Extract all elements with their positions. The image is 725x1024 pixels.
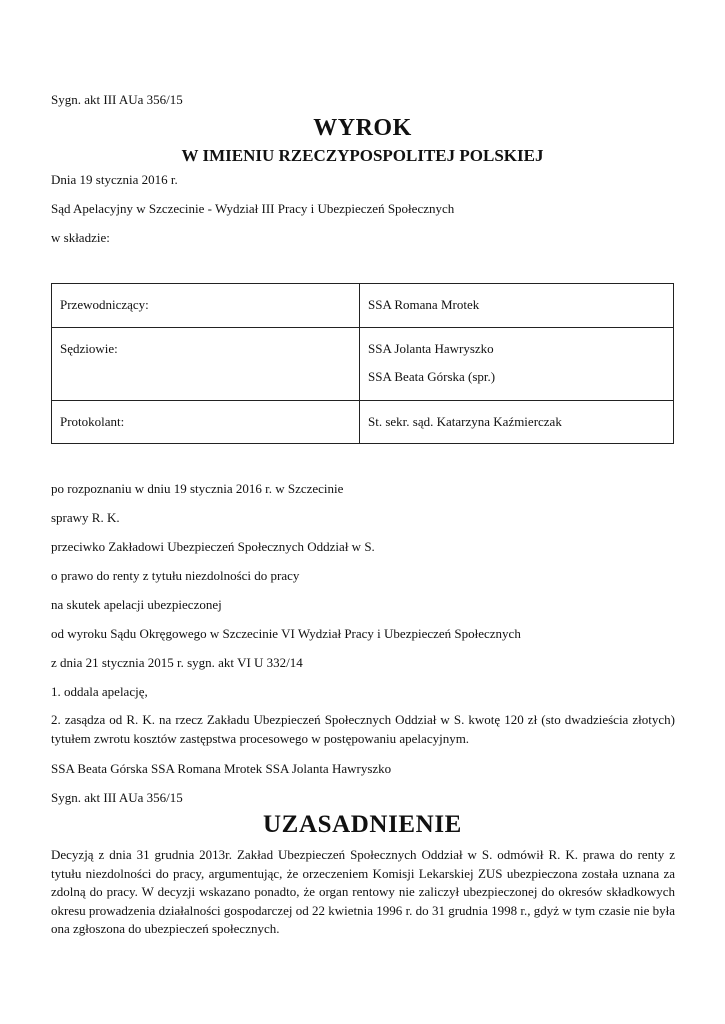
member-clerk: St. sekr. sąd. Katarzyna Kaźmierczak bbox=[360, 401, 674, 444]
proceedings-line: po rozpoznaniu w dniu 19 stycznia 2016 r. w Szczecinie bbox=[51, 481, 344, 496]
case-reference-bottom: Sygn. akt III AUa 356/15 bbox=[51, 790, 183, 805]
judge-name: SSA Beata Górska (spr.) bbox=[368, 369, 496, 384]
ruling-item: 2. zasądza od R. K. na rzecz Zakładu Ubezpieczeń Społecznych Oddział w S. kwotę 120 zł (sto dwadzieścia złotych) tytułem zwrotu kosztów zastępstwa procesowego w postępowaniu apelacyjnym. bbox=[51, 712, 675, 746]
members-judges bbox=[360, 328, 674, 401]
judgment-title: WYROK bbox=[313, 115, 412, 141]
ruling-item: 1. oddala apelację, bbox=[51, 684, 148, 699]
role-judges: Sędziowie: bbox=[52, 328, 360, 401]
court-composition-table bbox=[51, 283, 674, 444]
court-name: Sąd Apelacyjny w Szczecinie - Wydział III Pracy i Ubezpieczeń Społecznych bbox=[51, 201, 455, 216]
judge-name: SSA Jolanta Hawryszko bbox=[368, 341, 494, 356]
judgment-date: Dnia 19 stycznia 2016 r. bbox=[51, 172, 178, 187]
proceedings-line: o prawo do renty z tytułu niezdolności do pracy bbox=[51, 568, 300, 583]
table-row bbox=[52, 284, 674, 328]
judgment-subtitle: W IMIENIU RZECZYPOSPOLITEJ POLSKIEJ bbox=[181, 146, 544, 165]
signatures: SSA Beata Górska SSA Romana Mrotek SSA Jolanta Hawryszko bbox=[51, 761, 392, 776]
proceedings-line: przeciwko Zakładowi Ubezpieczeń Społecznych Oddział w S. bbox=[51, 539, 375, 554]
proceedings-line: sprawy R. K. bbox=[51, 510, 120, 525]
member-chairperson: SSA Romana Mrotek bbox=[360, 284, 674, 328]
proceedings-line: na skutek apelacji ubezpieczonej bbox=[51, 597, 222, 612]
justification-title: UZASADNIENIE bbox=[263, 811, 462, 838]
table-row bbox=[52, 328, 674, 401]
role-clerk: Protokolant: bbox=[52, 401, 360, 444]
proceedings-line: z dnia 21 stycznia 2015 r. sygn. akt VI U 332/14 bbox=[51, 655, 303, 670]
role-chairperson: Przewodniczący: bbox=[52, 284, 360, 328]
table-row bbox=[52, 401, 674, 444]
composition-intro: w składzie: bbox=[51, 230, 110, 245]
proceedings-line: od wyroku Sądu Okręgowego w Szczecinie VI Wydział Pracy i Ubezpieczeń Społecznych bbox=[51, 626, 521, 641]
case-reference-top: Sygn. akt III AUa 356/15 bbox=[51, 92, 183, 107]
justification-paragraph: Decyzją z dnia 31 grudnia 2013r. Zakład Ubezpieczeń Społecznych Oddział w S. odmówił R. K. prawa do renty z tytułu niezdolności do pracy, argumentując, że orzeczeniem Komisji Lekarskiej ZUS ubezpieczona została uznana za zdolną do pracy. W decyzji wskazano ponadto, że organ rentowy nie zaliczył ubezpieczonej do okresów składkowych okresu prowadzenia działalności gospodarczej od 22 kwietnia 1996 r. do 31 grudnia 1998 r., gdyż w tym czasie nie była ona zgłoszona do ubezpieczeń społecznych. bbox=[51, 847, 675, 937]
